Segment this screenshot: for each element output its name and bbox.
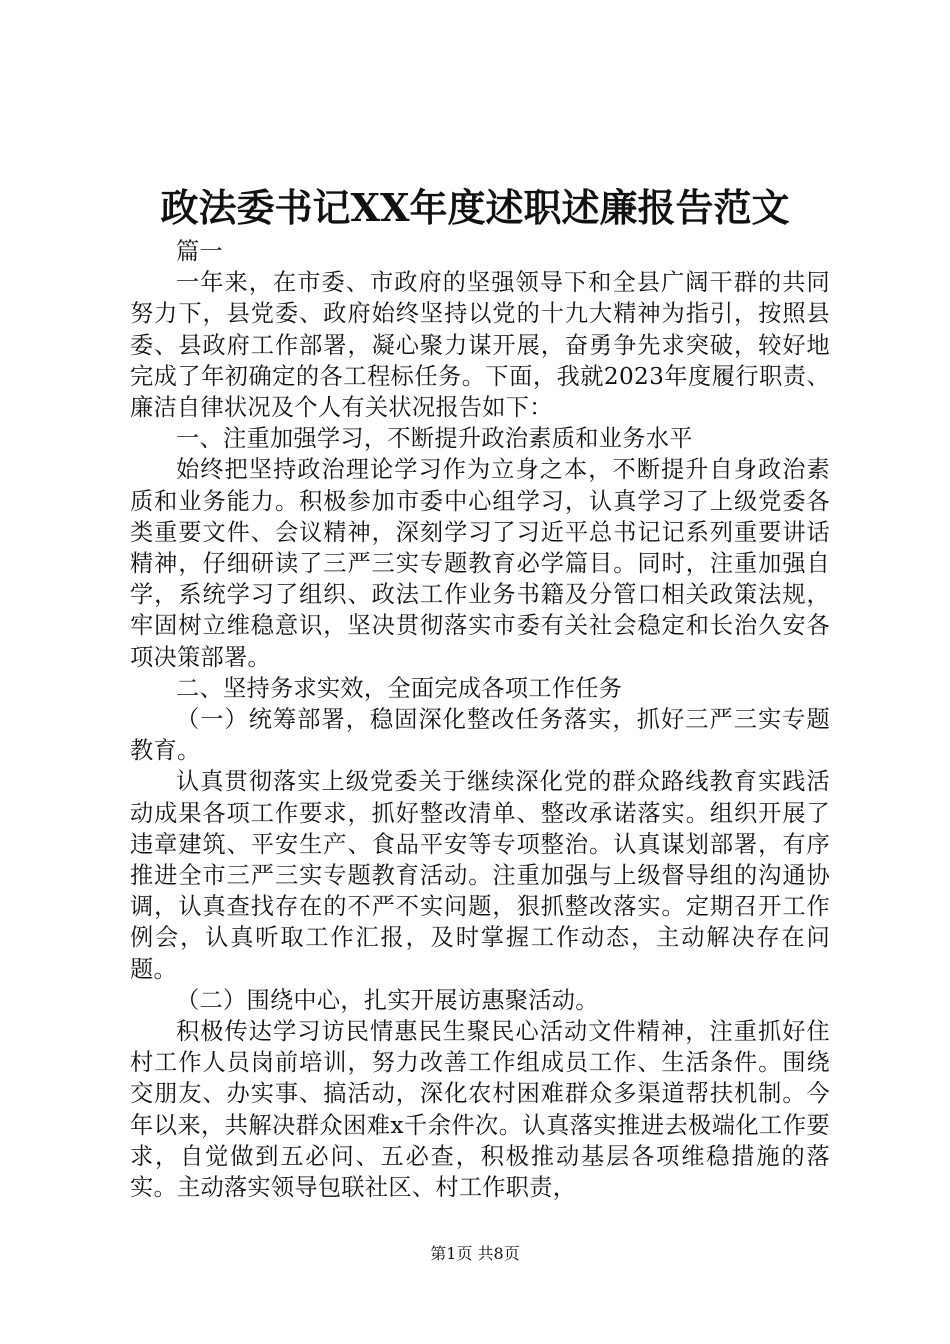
heading-section-1: 一、注重加强学习，不断提升政治素质和业务水平	[176, 425, 693, 453]
heading-section-2: 二、坚持务求实效，全面完成各项工作任务	[176, 674, 623, 702]
document-body	[130, 236, 830, 1203]
paragraph-activities: 积极传达学习访民情惠民生聚民心活动文件精神，注重抓好住村工作人员岗前培训，努力改善工作组成员工作、生活条件。围绕交朋友、办实事、搞活动，深化农村困难群众多渠道帮扶机制。今年以来，共解决群众困难x千余件次。认真落实推进去极端化工作要求，自觉做到五必问、五必查，积极推动基层各项维稳措施的落实。主动落实领导包联社区、村工作职责，	[130, 1018, 830, 1202]
subheading-2-1: （一）统筹部署，稳固深化整改任务落实，抓好三严三实专题教育。	[130, 706, 830, 765]
page-footer: 第1页 共8页	[430, 1244, 520, 1263]
paragraph-study: 始终把坚持政治理论学习作为立身之本，不断提升自身政治素质和业务能力。积极参加市委中心组学习，认真学习了上级党委各类重要文件、会议精神，深刻学习了习近平总书记记系列重要讲话精神，仔细研读了三严三实专题教育必学篇目。同时，注重加强自学，系统学习了组织、政法工作业务书籍及分管口相关政策法规，牢固树立维稳意识，坚决贯彻落实市委有关社会稳定和长治久安各项决策部署。	[130, 456, 830, 671]
paragraph-rectification: 认真贯彻落实上级党委关于继续深化党的群众路线教育实践活动成果各项工作要求，抓好整改清单、整改承诺落实。组织开展了违章建筑、平安生产、食品平安等专项整治。认真谋划部署，有序推进全市三严三实专题教育活动。注重加强与上级督导组的沟通协调，认真查找存在的不严不实问题，狠抓整改落实。定期召开工作例会，认真听取工作汇报，及时掌握工作动态，主动解决存在问题。	[130, 768, 830, 983]
paragraph-section-label: 篇一	[176, 238, 223, 265]
document-title: 政法委书记XX年度述职述廉报告范文	[160, 185, 790, 230]
paragraph-intro: 一年来，在市委、市政府的坚强领导下和全县广阔干群的共同努力下，县党委、政府始终坚持以党的十九大精神为指引，按照县委、县政府工作部署，凝心聚力谋开展，奋勇争先求突破，较好地完成了年初确定的各工程标任务。下面，我就2023年度履行职责、廉洁自律状况及个人有关状况报告如下：	[130, 269, 830, 422]
subheading-2-2: （二）围绕中心，扎实开展访惠聚活动。	[176, 986, 599, 1014]
